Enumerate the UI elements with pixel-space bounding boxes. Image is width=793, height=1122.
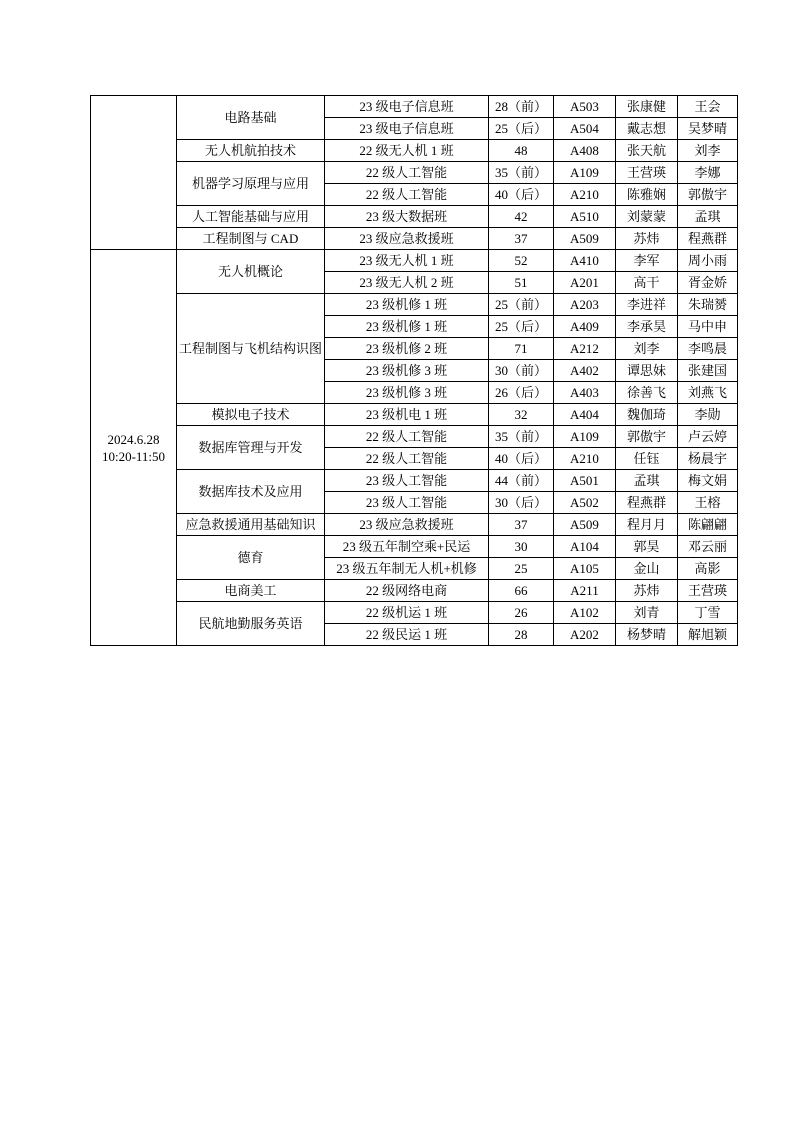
count-cell: 66 [489, 580, 554, 602]
class-cell: 22 级民运 1 班 [325, 624, 489, 646]
proctor2-cell: 杨晨宇 [678, 448, 738, 470]
room-cell: A409 [554, 316, 616, 338]
proctor2-cell: 李勋 [678, 404, 738, 426]
room-cell: A211 [554, 580, 616, 602]
proctor2-cell: 朱瑞赟 [678, 294, 738, 316]
proctor1-cell: 张天航 [616, 140, 678, 162]
proctor1-cell: 程燕群 [616, 492, 678, 514]
count-cell: 26 [489, 602, 554, 624]
proctor2-cell: 马中申 [678, 316, 738, 338]
proctor2-cell: 王营瑛 [678, 580, 738, 602]
class-cell: 23 级机修 3 班 [325, 360, 489, 382]
proctor2-cell: 郭傲宇 [678, 184, 738, 206]
count-cell: 25（后） [489, 118, 554, 140]
table-row [91, 426, 738, 448]
proctor2-cell: 王会 [678, 96, 738, 118]
class-cell: 23 级应急救援班 [325, 228, 489, 250]
room-cell: A210 [554, 184, 616, 206]
table-row [91, 162, 738, 184]
count-cell: 40（后） [489, 184, 554, 206]
table-row [91, 602, 738, 624]
proctor1-cell: 苏炜 [616, 228, 678, 250]
class-cell: 23 级人工智能 [325, 492, 489, 514]
room-cell: A109 [554, 426, 616, 448]
proctor2-cell: 胥金娇 [678, 272, 738, 294]
proctor1-cell: 苏炜 [616, 580, 678, 602]
proctor2-cell: 李娜 [678, 162, 738, 184]
room-cell: A403 [554, 382, 616, 404]
time-cell [91, 250, 177, 646]
class-cell: 23 级人工智能 [325, 470, 489, 492]
class-cell: 22 级网络电商 [325, 580, 489, 602]
proctor2-cell: 孟琪 [678, 206, 738, 228]
class-cell: 23 级电子信息班 [325, 96, 489, 118]
table-row [91, 206, 738, 228]
class-cell: 23 级五年制无人机+机修 [325, 558, 489, 580]
count-cell: 35（前） [489, 162, 554, 184]
proctor1-cell: 李进祥 [616, 294, 678, 316]
room-cell: A201 [554, 272, 616, 294]
count-cell: 32 [489, 404, 554, 426]
count-cell: 42 [489, 206, 554, 228]
room-cell: A408 [554, 140, 616, 162]
proctor1-cell: 刘青 [616, 602, 678, 624]
class-cell: 22 级机运 1 班 [325, 602, 489, 624]
room-cell: A410 [554, 250, 616, 272]
proctor1-cell: 张康健 [616, 96, 678, 118]
count-cell: 51 [489, 272, 554, 294]
room-cell: A212 [554, 338, 616, 360]
exam-schedule-table [90, 95, 738, 646]
room-cell: A202 [554, 624, 616, 646]
count-cell: 71 [489, 338, 554, 360]
class-cell: 23 级五年制空乘+民运 [325, 536, 489, 558]
table-row [91, 228, 738, 250]
proctor1-cell: 刘李 [616, 338, 678, 360]
count-cell: 30（前） [489, 360, 554, 382]
class-cell: 22 级人工智能 [325, 448, 489, 470]
course-cell: 模拟电子技术 [177, 404, 325, 426]
proctor2-cell: 李鸣晨 [678, 338, 738, 360]
table-row [91, 250, 738, 272]
count-cell: 25（后） [489, 316, 554, 338]
class-cell: 22 级人工智能 [325, 184, 489, 206]
count-cell: 44（前） [489, 470, 554, 492]
room-cell: A504 [554, 118, 616, 140]
count-cell: 52 [489, 250, 554, 272]
proctor1-cell: 李军 [616, 250, 678, 272]
count-cell: 30（后） [489, 492, 554, 514]
proctor1-cell: 高干 [616, 272, 678, 294]
proctor1-cell: 魏伽琦 [616, 404, 678, 426]
room-cell: A509 [554, 228, 616, 250]
proctor2-cell: 王榕 [678, 492, 738, 514]
course-cell: 人工智能基础与应用 [177, 206, 325, 228]
count-cell: 35（前） [489, 426, 554, 448]
class-cell: 23 级机修 1 班 [325, 316, 489, 338]
class-cell: 23 级机电 1 班 [325, 404, 489, 426]
proctor1-cell: 杨梦晴 [616, 624, 678, 646]
proctor2-cell: 解旭颖 [678, 624, 738, 646]
class-cell: 23 级机修 3 班 [325, 382, 489, 404]
room-cell: A109 [554, 162, 616, 184]
proctor2-cell: 刘李 [678, 140, 738, 162]
course-cell: 机器学习原理与应用 [177, 162, 325, 206]
room-cell: A102 [554, 602, 616, 624]
course-cell: 德育 [177, 536, 325, 580]
course-cell: 工程制图与 CAD [177, 228, 325, 250]
course-cell: 数据库技术及应用 [177, 470, 325, 514]
course-cell: 数据库管理与开发 [177, 426, 325, 470]
room-cell: A404 [554, 404, 616, 426]
proctor1-cell: 徐善飞 [616, 382, 678, 404]
class-cell: 23 级应急救援班 [325, 514, 489, 536]
proctor2-cell: 高影 [678, 558, 738, 580]
proctor2-cell: 陈翩翩 [678, 514, 738, 536]
proctor1-cell: 程月月 [616, 514, 678, 536]
room-cell: A104 [554, 536, 616, 558]
course-cell: 电商美工 [177, 580, 325, 602]
class-cell: 23 级机修 2 班 [325, 338, 489, 360]
count-cell: 48 [489, 140, 554, 162]
proctor1-cell: 刘蒙蒙 [616, 206, 678, 228]
table-row [91, 536, 738, 558]
course-cell: 民航地勤服务英语 [177, 602, 325, 646]
table-row [91, 140, 738, 162]
class-cell: 23 级机修 1 班 [325, 294, 489, 316]
table-row [91, 404, 738, 426]
room-cell: A502 [554, 492, 616, 514]
proctor1-cell: 郭昊 [616, 536, 678, 558]
course-cell: 无人机概论 [177, 250, 325, 294]
table-row [91, 514, 738, 536]
proctor1-cell: 王营瑛 [616, 162, 678, 184]
proctor1-cell: 谭思妹 [616, 360, 678, 382]
proctor2-cell: 周小雨 [678, 250, 738, 272]
course-cell: 无人机航拍技术 [177, 140, 325, 162]
class-cell: 23 级无人机 2 班 [325, 272, 489, 294]
course-cell: 应急救援通用基础知识 [177, 514, 325, 536]
count-cell: 26（后） [489, 382, 554, 404]
count-cell: 25（前） [489, 294, 554, 316]
course-cell: 电路基础 [177, 96, 325, 140]
proctor2-cell: 邓云丽 [678, 536, 738, 558]
proctor2-cell: 丁雪 [678, 602, 738, 624]
room-cell: A510 [554, 206, 616, 228]
count-cell: 37 [489, 514, 554, 536]
table-row [91, 470, 738, 492]
proctor1-cell: 金山 [616, 558, 678, 580]
proctor1-cell: 任钰 [616, 448, 678, 470]
proctor1-cell: 李承昊 [616, 316, 678, 338]
class-cell: 23 级无人机 1 班 [325, 250, 489, 272]
proctor2-cell: 梅文娟 [678, 470, 738, 492]
proctor2-cell: 吴梦晴 [678, 118, 738, 140]
room-cell: A509 [554, 514, 616, 536]
proctor1-cell: 孟琪 [616, 470, 678, 492]
count-cell: 37 [489, 228, 554, 250]
count-cell: 28 [489, 624, 554, 646]
room-cell: A203 [554, 294, 616, 316]
room-cell: A210 [554, 448, 616, 470]
proctor2-cell: 程燕群 [678, 228, 738, 250]
class-cell: 23 级大数据班 [325, 206, 489, 228]
class-cell: 22 级无人机 1 班 [325, 140, 489, 162]
table-row [91, 96, 738, 118]
count-cell: 28（前） [489, 96, 554, 118]
table-row [91, 294, 738, 316]
room-cell: A105 [554, 558, 616, 580]
proctor2-cell: 卢云婷 [678, 426, 738, 448]
class-cell: 23 级电子信息班 [325, 118, 489, 140]
exam-time-range: 10:20-11:50 [101, 448, 166, 464]
count-cell: 30 [489, 536, 554, 558]
exam-date: 2024.6.28 [107, 431, 160, 447]
proctor1-cell: 戴志想 [616, 118, 678, 140]
time-cell [91, 96, 177, 250]
room-cell: A501 [554, 470, 616, 492]
proctor2-cell: 张建国 [678, 360, 738, 382]
table-row [91, 580, 738, 602]
course-cell: 工程制图与飞机结构识图 [177, 294, 325, 404]
proctor1-cell: 郭傲宇 [616, 426, 678, 448]
class-cell: 22 级人工智能 [325, 426, 489, 448]
room-cell: A503 [554, 96, 616, 118]
room-cell: A402 [554, 360, 616, 382]
proctor2-cell: 刘燕飞 [678, 382, 738, 404]
proctor1-cell: 陈雅娴 [616, 184, 678, 206]
class-cell: 22 级人工智能 [325, 162, 489, 184]
count-cell: 25 [489, 558, 554, 580]
count-cell: 40（后） [489, 448, 554, 470]
